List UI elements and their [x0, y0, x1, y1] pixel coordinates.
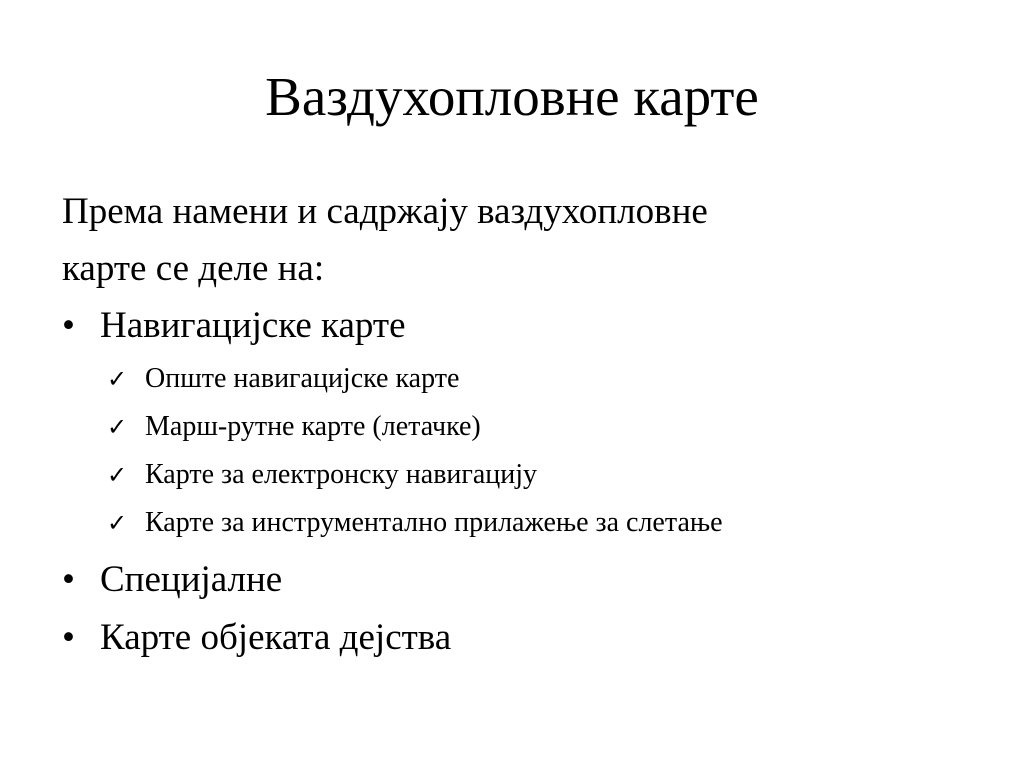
sub-item-route-charts [62, 403, 982, 451]
bullet-icon: • [62, 559, 75, 600]
sub-item-instrument-approach-charts [62, 499, 982, 547]
sub-list-container [62, 355, 982, 547]
sub-item-electronic-navigation-charts [62, 451, 982, 499]
bullet-label: Специјалне [100, 559, 283, 600]
sub-item-label: Карте за инструментално прилажење за слетање [145, 507, 723, 538]
sub-item-general-navigation-charts [62, 355, 982, 403]
bullet-label: Карте објеката дејства [100, 617, 452, 658]
checkmark-icon: ✓ [107, 365, 128, 393]
bullet-item-special [62, 551, 982, 609]
checkmark-icon: ✓ [107, 413, 128, 441]
slide-title: Ваздухопловне карте [265, 66, 759, 127]
sub-list [62, 355, 982, 547]
bullet-icon: • [62, 617, 75, 658]
bullet-icon: • [62, 305, 75, 346]
sub-item-label: Карте за електронску навигацију [145, 459, 538, 490]
sub-item-label: Опште навигацијске карте [145, 363, 460, 394]
bullet-item-target-charts [62, 609, 982, 667]
sub-item-label: Марш-рутне карте (летачке) [145, 411, 481, 442]
intro-line-1: Према намени и садржају ваздухопловне [62, 191, 708, 232]
bullet-item-navigation-charts [62, 297, 982, 355]
checkmark-icon: ✓ [107, 461, 128, 489]
bullet-list [62, 297, 982, 667]
bullet-label: Навигацијске карте [100, 305, 406, 346]
intro-line-2: карте се деле на: [62, 248, 325, 289]
slide-body [62, 183, 982, 667]
checkmark-icon: ✓ [107, 509, 128, 537]
